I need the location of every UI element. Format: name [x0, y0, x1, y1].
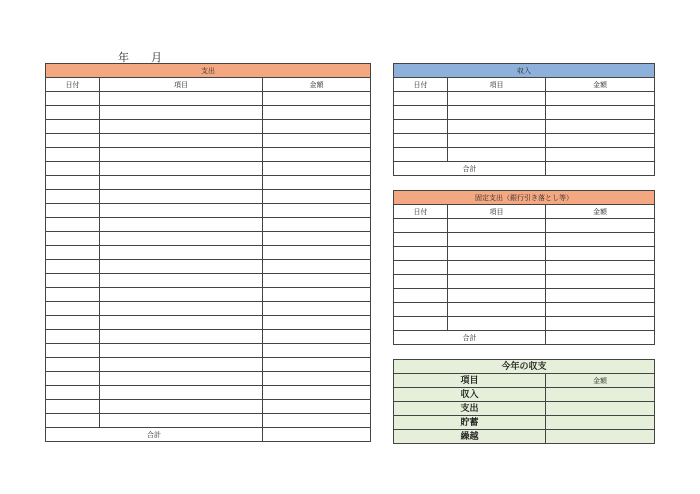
expense-date-cell[interactable] — [46, 134, 100, 148]
expense-amount-cell[interactable] — [263, 302, 371, 316]
fixed-col-item: 項目 — [448, 205, 546, 219]
expense-date-cell[interactable] — [46, 400, 100, 414]
expense-row — [46, 232, 371, 246]
income-col-item: 項目 — [448, 78, 546, 92]
income-amount-cell[interactable] — [546, 148, 655, 162]
income-header: 収入 — [394, 64, 655, 78]
expense-item-cell[interactable] — [100, 176, 263, 190]
expense-date-cell[interactable] — [46, 218, 100, 232]
expense-row — [46, 162, 371, 176]
annual-amount-cell[interactable] — [546, 402, 655, 416]
expense-row — [46, 190, 371, 204]
expense-amount-cell[interactable] — [263, 232, 371, 246]
income-amount-cell[interactable] — [546, 92, 655, 106]
annual-col-item: 項目 — [394, 374, 546, 388]
expense-date-cell[interactable] — [46, 260, 100, 274]
annual-row — [394, 430, 655, 444]
expense-row — [46, 176, 371, 190]
income-row — [394, 106, 655, 120]
expense-date-cell[interactable] — [46, 148, 100, 162]
annual-header-row — [394, 360, 655, 374]
fixed-date-cell[interactable] — [394, 317, 448, 331]
expense-item-cell[interactable] — [100, 246, 263, 260]
expense-item-cell[interactable] — [100, 162, 263, 176]
annual-row-label: 支出 — [394, 402, 546, 416]
expense-item-cell[interactable] — [100, 106, 263, 120]
expense-row — [46, 274, 371, 288]
expense-item-cell[interactable] — [100, 358, 263, 372]
expense-date-cell[interactable] — [46, 386, 100, 400]
expense-amount-cell[interactable] — [263, 344, 371, 358]
fixed-row — [394, 317, 655, 331]
expense-item-cell[interactable] — [100, 274, 263, 288]
expense-amount-cell[interactable] — [263, 120, 371, 134]
expense-total-label: 合計 — [46, 428, 263, 442]
fixed-total-row — [394, 331, 655, 345]
annual-row-label: 貯蓄 — [394, 416, 546, 430]
expense-amount-cell[interactable] — [263, 274, 371, 288]
expense-row — [46, 414, 371, 428]
expense-header-row — [46, 64, 371, 78]
expense-row — [46, 358, 371, 372]
fixed-row — [394, 233, 655, 247]
expense-amount-cell[interactable] — [263, 316, 371, 330]
income-row — [394, 134, 655, 148]
expense-date-cell[interactable] — [46, 106, 100, 120]
month-title: 年 月 — [118, 51, 162, 64]
expense-item-cell[interactable] — [100, 120, 263, 134]
expense-row — [46, 288, 371, 302]
expense-item-cell[interactable] — [100, 204, 263, 218]
income-amount-cell[interactable] — [546, 134, 655, 148]
expense-item-cell[interactable] — [100, 302, 263, 316]
fixed-header-row — [394, 191, 655, 205]
fixed-item-cell[interactable] — [448, 317, 546, 331]
annual-summary-table — [393, 359, 655, 444]
fixed-amount-cell[interactable] — [546, 233, 655, 247]
fixed-date-cell[interactable] — [394, 261, 448, 275]
expense-col-date: 日付 — [46, 78, 100, 92]
annual-amount-cell[interactable] — [546, 388, 655, 402]
fixed-date-cell[interactable] — [394, 247, 448, 261]
expense-date-cell[interactable] — [46, 274, 100, 288]
fixed-amount-cell[interactable] — [546, 275, 655, 289]
expense-amount-cell[interactable] — [263, 106, 371, 120]
expense-date-cell[interactable] — [46, 246, 100, 260]
expense-amount-cell[interactable] — [263, 260, 371, 274]
income-item-cell[interactable] — [448, 134, 546, 148]
expense-row — [46, 386, 371, 400]
income-amount-cell[interactable] — [546, 106, 655, 120]
expense-table — [45, 63, 371, 442]
expense-item-cell[interactable] — [100, 190, 263, 204]
expense-amount-cell[interactable] — [263, 148, 371, 162]
expense-item-cell[interactable] — [100, 414, 263, 428]
expense-amount-cell[interactable] — [263, 190, 371, 204]
income-item-cell[interactable] — [448, 120, 546, 134]
fixed-column-row — [394, 205, 655, 219]
expense-row — [46, 106, 371, 120]
income-total-row — [394, 162, 655, 176]
fixed-date-cell[interactable] — [394, 289, 448, 303]
income-row — [394, 120, 655, 134]
income-total-amount-cell[interactable] — [546, 162, 655, 176]
annual-amount-cell[interactable] — [546, 416, 655, 430]
expense-amount-cell[interactable] — [263, 162, 371, 176]
fixed-item-cell[interactable] — [448, 219, 546, 233]
expense-item-cell[interactable] — [100, 400, 263, 414]
expense-date-cell[interactable] — [46, 344, 100, 358]
income-row — [394, 148, 655, 162]
expense-row — [46, 92, 371, 106]
expense-date-cell[interactable] — [46, 372, 100, 386]
fixed-total-amount-cell[interactable] — [546, 331, 655, 345]
income-header-row — [394, 64, 655, 78]
expense-date-cell[interactable] — [46, 190, 100, 204]
expense-item-cell[interactable] — [100, 260, 263, 274]
expense-row — [46, 302, 371, 316]
fixed-item-cell[interactable] — [448, 233, 546, 247]
fixed-item-cell[interactable] — [448, 261, 546, 275]
expense-amount-cell[interactable] — [263, 134, 371, 148]
income-item-cell[interactable] — [448, 106, 546, 120]
expense-row — [46, 330, 371, 344]
fixed-col-date: 日付 — [394, 205, 448, 219]
expense-date-cell[interactable] — [46, 330, 100, 344]
annual-header: 今年の収支 — [394, 360, 655, 374]
annual-row — [394, 416, 655, 430]
expense-amount-cell[interactable] — [263, 414, 371, 428]
fixed-row — [394, 303, 655, 317]
expense-item-cell[interactable] — [100, 344, 263, 358]
income-amount-cell[interactable] — [546, 120, 655, 134]
fixed-row — [394, 289, 655, 303]
expense-header: 支出 — [46, 64, 371, 78]
expense-amount-cell[interactable] — [263, 176, 371, 190]
income-item-cell[interactable] — [448, 92, 546, 106]
expense-item-cell[interactable] — [100, 148, 263, 162]
income-date-cell[interactable] — [394, 148, 448, 162]
expense-total-row — [46, 428, 371, 442]
fixed-amount-cell[interactable] — [546, 219, 655, 233]
expense-col-amount: 金額 — [263, 78, 371, 92]
expense-row — [46, 218, 371, 232]
expense-row — [46, 316, 371, 330]
fixed-amount-cell[interactable] — [546, 261, 655, 275]
fixed-amount-cell[interactable] — [546, 289, 655, 303]
annual-row — [394, 388, 655, 402]
income-item-cell[interactable] — [448, 148, 546, 162]
expense-item-cell[interactable] — [100, 386, 263, 400]
expense-date-cell[interactable] — [46, 120, 100, 134]
expense-item-cell[interactable] — [100, 330, 263, 344]
expense-row — [46, 372, 371, 386]
expense-date-cell[interactable] — [46, 414, 100, 428]
fixed-expense-table — [393, 190, 655, 345]
income-col-date: 日付 — [394, 78, 448, 92]
expense-date-cell[interactable] — [46, 232, 100, 246]
fixed-item-cell[interactable] — [448, 303, 546, 317]
expense-item-cell[interactable] — [100, 218, 263, 232]
expense-col-item: 項目 — [100, 78, 263, 92]
expense-row — [46, 344, 371, 358]
expense-row — [46, 260, 371, 274]
fixed-date-cell[interactable] — [394, 303, 448, 317]
fixed-item-cell[interactable] — [448, 247, 546, 261]
fixed-row — [394, 247, 655, 261]
expense-row — [46, 204, 371, 218]
fixed-date-cell[interactable] — [394, 233, 448, 247]
expense-row — [46, 120, 371, 134]
fixed-amount-cell[interactable] — [546, 317, 655, 331]
fixed-amount-cell[interactable] — [546, 303, 655, 317]
income-date-cell[interactable] — [394, 92, 448, 106]
expense-item-cell[interactable] — [100, 288, 263, 302]
expense-date-cell[interactable] — [46, 176, 100, 190]
annual-amount-cell[interactable] — [546, 430, 655, 444]
expense-amount-cell[interactable] — [263, 372, 371, 386]
expense-amount-cell[interactable] — [263, 218, 371, 232]
expense-row — [46, 148, 371, 162]
expense-date-cell[interactable] — [46, 204, 100, 218]
expense-item-cell[interactable] — [100, 372, 263, 386]
expense-column-row — [46, 78, 371, 92]
expense-total-amount-cell[interactable] — [263, 428, 371, 442]
expense-date-cell[interactable] — [46, 92, 100, 106]
annual-column-row — [394, 374, 655, 388]
expense-amount-cell[interactable] — [263, 330, 371, 344]
fixed-row — [394, 275, 655, 289]
expense-date-cell[interactable] — [46, 316, 100, 330]
fixed-row — [394, 261, 655, 275]
expense-row — [46, 246, 371, 260]
annual-row-label: 収入 — [394, 388, 546, 402]
fixed-date-cell[interactable] — [394, 275, 448, 289]
expense-amount-cell[interactable] — [263, 386, 371, 400]
expense-amount-cell[interactable] — [263, 400, 371, 414]
fixed-col-amount: 金額 — [546, 205, 655, 219]
fixed-item-cell[interactable] — [448, 275, 546, 289]
annual-row-label: 繰越 — [394, 430, 546, 444]
expense-date-cell[interactable] — [46, 358, 100, 372]
expense-date-cell[interactable] — [46, 302, 100, 316]
income-col-amount: 金額 — [546, 78, 655, 92]
expense-item-cell[interactable] — [100, 134, 263, 148]
expense-item-cell[interactable] — [100, 232, 263, 246]
fixed-row — [394, 219, 655, 233]
expense-amount-cell[interactable] — [263, 358, 371, 372]
expense-amount-cell[interactable] — [263, 288, 371, 302]
expense-row — [46, 134, 371, 148]
income-table — [393, 63, 655, 176]
income-row — [394, 92, 655, 106]
income-total-label: 合計 — [394, 162, 546, 176]
fixed-amount-cell[interactable] — [546, 247, 655, 261]
fixed-header: 固定支出（銀行引き落とし等） — [394, 191, 655, 205]
expense-date-cell[interactable] — [46, 288, 100, 302]
expense-row — [46, 400, 371, 414]
income-date-cell[interactable] — [394, 120, 448, 134]
annual-row — [394, 402, 655, 416]
annual-col-amount: 金額 — [546, 374, 655, 388]
fixed-date-cell[interactable] — [394, 219, 448, 233]
expense-date-cell[interactable] — [46, 162, 100, 176]
fixed-item-cell[interactable] — [448, 289, 546, 303]
fixed-total-label: 合計 — [394, 331, 546, 345]
income-date-cell[interactable] — [394, 134, 448, 148]
expense-amount-cell[interactable] — [263, 92, 371, 106]
expense-amount-cell[interactable] — [263, 204, 371, 218]
expense-item-cell[interactable] — [100, 92, 263, 106]
income-column-row — [394, 78, 655, 92]
expense-amount-cell[interactable] — [263, 246, 371, 260]
expense-item-cell[interactable] — [100, 316, 263, 330]
income-date-cell[interactable] — [394, 106, 448, 120]
